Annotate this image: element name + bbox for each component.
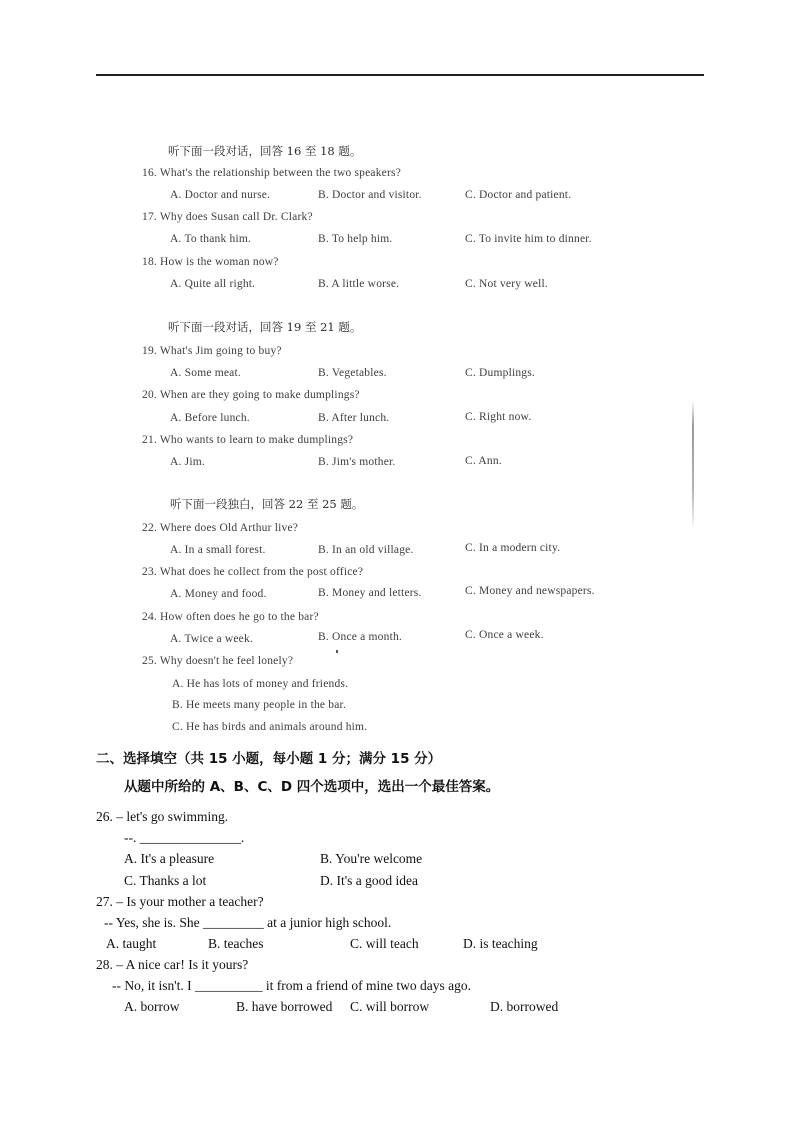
option-16-c: C. Doctor and patient. [465,189,572,201]
option-24-a: A. Twice a week. [170,633,253,645]
question-26: 26. – let's go swimming. [96,809,229,824]
option-28-c: C. will borrow [350,999,430,1014]
question-18: 18. How is the woman now? [142,256,279,268]
question-16: 16. What's the relationship between the two speakers? [142,167,401,179]
option-17-c: C. To invite him to dinner. [465,233,592,245]
option-23-c: C. Money and newspapers. [465,585,595,597]
option-27-d: D. is teaching [463,936,538,951]
option-28-d: D. borrowed [490,999,559,1014]
question-19: 19. What's Jim going to buy? [142,345,282,357]
option-27-a: A. taught [106,936,157,951]
option-26-c: C. Thanks a lot [124,873,207,888]
option-16-a: A. Doctor and nurse. [170,189,271,201]
option-26-a: A. It's a pleasure [124,851,215,866]
option-19-a: A. Some meat. [170,367,241,379]
option-19-b: B. Vegetables. [318,367,387,379]
scan-smudge [692,400,694,530]
option-25-a: A. He has lots of money and friends. [172,678,349,690]
question-24: 24. How often does he go to the bar? [142,611,319,623]
answer-line-27: -- Yes, she is. She _________ at a junior high school. [104,915,392,930]
option-16-b: B. Doctor and visitor. [318,189,422,201]
question-21: 21. Who wants to learn to make dumplings? [142,434,354,446]
question-27: 27. – Is your mother a teacher? [96,894,264,909]
part2-instruction: 从题中所给的 A、B、C、D 四个选项中，选出一个最佳答案。 [124,779,500,795]
option-24-b: B. Once a month. [318,631,403,643]
option-26-b: B. You're welcome [320,851,423,866]
option-21-c: C. Ann. [465,455,502,467]
question-23: 23. What does he collect from the post office? [142,566,364,578]
option-22-a: A. In a small forest. [170,544,266,556]
section-header-19-21: 听下面一段对话，回答 19 至 21 题。 [168,320,362,334]
option-27-c: C. will teach [350,936,419,951]
header-rule [96,74,704,76]
option-23-b: B. Money and letters. [318,587,422,599]
option-25-b: B. He meets many people in the bar. [172,699,347,711]
option-20-b: B. After lunch. [318,412,390,424]
question-25: 25. Why doesn't he feel lonely? [142,655,294,667]
answer-line-26: --. _______________. [124,830,245,845]
option-28-b: B. have borrowed [236,999,333,1014]
option-21-a: A. Jim. [170,456,205,468]
question-20: 20. When are they going to make dumplings? [142,389,360,401]
option-18-c: C. Not very well. [465,278,548,290]
option-28-a: A. borrow [124,999,180,1014]
option-26-d: D. It's a good idea [320,873,419,888]
section-header-16-18: 听下面一段对话，回答 16 至 18 题。 [168,144,362,158]
option-21-b: B. Jim's mother. [318,456,396,468]
option-22-b: B. In an old village. [318,544,414,556]
option-27-b: B. teaches [208,936,264,951]
option-22-c: C. In a modern city. [465,542,561,554]
option-20-a: A. Before lunch. [170,412,250,424]
question-17: 17. Why does Susan call Dr. Clark? [142,211,313,223]
answer-line-28: -- No, it isn't. I __________ it from a friend of mine two days ago. [112,978,471,993]
option-25-c: C. He has birds and animals around him. [172,721,368,733]
option-24-c: C. Once a week. [465,629,544,641]
question-22: 22. Where does Old Arthur live? [142,522,299,534]
option-17-b: B. To help him. [318,233,393,245]
question-28: 28. – A nice car! Is it yours? [96,957,249,972]
option-20-c: C. Right now. [465,411,532,423]
option-18-a: A. Quite all right. [170,278,256,290]
part2-title: 二、选择填空（共 15 小题，每小题 1 分；满分 15 分） [96,751,442,767]
option-19-c: C. Dumplings. [465,367,536,379]
option-23-a: A. Money and food. [170,588,267,600]
scan-speck [336,650,338,653]
section-header-22-25: 听下面一段独白，回答 22 至 25 题。 [170,497,364,511]
option-17-a: A. To thank him. [170,233,252,245]
option-18-b: B. A little worse. [318,278,400,290]
